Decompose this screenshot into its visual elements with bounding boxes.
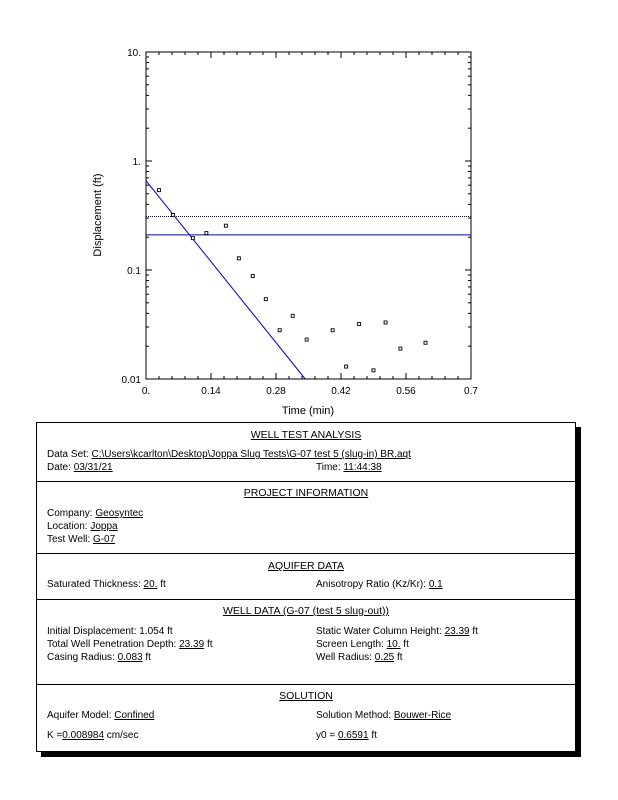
report-panel [36,422,576,752]
initial-displacement-label: Initial Displacement: [47,626,137,637]
initial-displacement-value: 1.054 ft [139,626,173,637]
y-tick-label: 0.1 [127,266,141,277]
casing-radius-unit: ft [145,652,151,663]
anisotropy-label: Anisotropy Ratio (Kz/Kr): [316,579,427,590]
data-point [224,224,227,227]
time-value: 11:44:38 [343,462,382,473]
casing-radius-value: 0.083 [117,652,143,663]
y0-value: 0.6591 [337,730,369,741]
saturated-thickness-label: Saturated Thickness: [47,579,141,590]
initial-displacement-line [47,626,173,637]
aquifer-title: AQUIFER DATA [267,560,345,572]
solution-method-label: Solution Method: [316,710,392,721]
x-tick-label: 0.14 [201,386,221,397]
x-tick-label: 0.7 [464,386,478,397]
saturated-thickness-line [47,579,166,590]
saturated-thickness-value: 20. [143,579,158,590]
date-label: Date: [47,462,71,473]
fit-line [146,181,305,379]
static-water-line [316,626,478,637]
well-test-title: WELL TEST ANALYSIS [250,429,362,441]
x-tick-label: 0.42 [331,386,351,397]
test-well-value: G-07 [92,534,116,545]
k-value: 0.008984 [62,730,105,741]
test-well-line [47,534,115,545]
well-radius-unit: ft [396,652,403,663]
aquifer-model-label: Aquifer Model: [47,710,112,721]
location-line [47,521,118,532]
data-point [399,347,402,350]
solution-section [37,684,575,751]
data-point [264,298,267,301]
penetration-line [47,639,213,650]
data-point [237,257,240,260]
data-set-label: Data Set: [47,449,89,460]
anisotropy-line [316,579,443,590]
data-set-value: C:\Users\kcarlton\Desktop\Joppa Slug Tests\G-07 test 5 (slug-in) BR.aqt [91,449,411,460]
screen-length-label: Screen Length: [316,639,384,650]
project-section [37,481,575,554]
penetration-unit: ft [206,639,213,650]
k-label: K [47,730,54,741]
data-point [372,369,375,372]
data-point [384,321,387,324]
time-label: Time: [316,462,341,473]
data-point [251,275,254,278]
saturated-thickness-unit: ft [160,579,166,590]
data-point [345,365,348,368]
well-radius-label: Well Radius: [316,652,372,663]
static-water-value: 23.39 [444,626,470,637]
x-tick-label: 0. [141,386,151,397]
penetration-value: 23.39 [179,639,205,650]
well-test-section [37,423,575,482]
static-water-unit: ft [472,626,478,637]
well-radius-line [316,652,403,663]
penetration-label: Total Well Penetration Depth: [47,639,177,650]
k-equals: = [56,730,63,741]
anisotropy-value: 0.1 [428,579,443,590]
solution-method-value: Bouwer-Rice [393,710,452,721]
well-data-section [37,599,575,685]
casing-radius-line [47,652,151,663]
aquifer-section [37,553,575,600]
data-point [205,232,208,235]
x-axis-label: Time (min) [281,405,335,417]
data-set-line [47,449,411,460]
data-point [291,314,294,317]
y0-line [316,730,377,741]
data-point [424,341,427,344]
data-point [191,237,194,240]
location-value: Joppa [90,521,118,532]
solution-method-line [316,710,451,721]
y-tick-label: 10. [127,48,141,59]
screen-length-value: 10. [386,639,401,650]
y0-unit: ft [371,730,377,741]
static-water-label: Static Water Column Height: [316,626,442,637]
casing-radius-label: Casing Radius: [47,652,115,663]
company-label: Company: [47,508,93,519]
data-point [305,338,308,341]
well-data-title: WELL DATA (G-07 (test 5 slug-out)) [222,605,390,617]
solution-title: SOLUTION [279,690,333,702]
y-tick-label: 1. [132,157,141,168]
company-value: Geosyntec [95,508,144,519]
date-line [47,462,113,473]
y-axis-label: Displacement (ft) [92,173,104,257]
screen-length-unit: ft [403,639,409,650]
location-label: Location: [47,521,88,532]
k-line [47,730,138,741]
data-point [358,322,361,325]
aquifer-model-value: Confined [114,710,155,721]
y-tick-label: 0.01 [121,375,141,386]
screen-length-line [316,639,409,650]
test-well-label: Test Well: [47,534,91,545]
project-title: PROJECT INFORMATION [243,487,369,499]
data-point [158,189,161,192]
data-point [331,329,334,332]
well-radius-value: 0.25 [374,652,395,663]
aquifer-model-line [47,710,154,721]
time-line [316,462,382,473]
date-value: 03/31/21 [73,462,113,473]
k-unit: cm/sec [106,730,139,741]
plot-frame [146,52,471,379]
company-line [47,508,143,519]
x-tick-label: 0.56 [396,386,416,397]
data-point [171,213,174,216]
x-tick-label: 0.28 [266,386,286,397]
y0-label: y0 = [316,730,336,741]
data-point [278,329,281,332]
